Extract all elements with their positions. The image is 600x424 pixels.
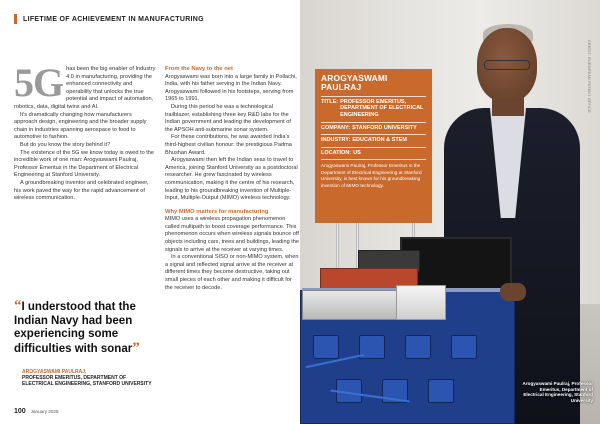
person-glasses: [484, 60, 530, 70]
body-paragraph: In a conventional SISO or non-MIMO system, when a signal and reflected signal arrive at the receiver at different times they become destructive, taking out small pieces of each other and making it difficult for the receiver to decode.: [165, 254, 299, 291]
body-paragraph: MIMO uses a wireless propagation phenomenon called multipath to boost coverage performance. This phenomenon occurs when wireless signals bounce off objects including cars, trees and buildings, leading the signals to arrive at the receiver at varying times.: [165, 216, 300, 253]
intro-paragraph: A groundbreaking inventor and celebrated engineer, his work paved the way for the rapid advancement of wireless communication.: [14, 179, 149, 202]
body-column: [165, 66, 300, 292]
body-paragraph: During this period he was a technological trailblazer, establishing three key R&D labs for the Indian government and leading the development of the APSOH anti-submarine sonar system.: [165, 103, 291, 133]
profile-company-value: STANFORD UNIVERSITY: [352, 124, 417, 131]
card-divider: [321, 134, 426, 135]
card-divider: [321, 159, 426, 160]
body-paragraph: Arogyaswami then left the Indian seas to travel to America, joining Stanford University as a postdoctoral researcher. He grew fascinated by wireless communication, making it the centre of his research, leading to his groundbreaking invention of Multiple-Input, Multiple-Output (MIMO) wireless technology.: [165, 157, 298, 202]
profile-title-label: TITLE:: [321, 98, 339, 105]
profile-industry-value: EDUCATION & STEM: [352, 137, 407, 144]
profile-title-row: [321, 99, 426, 119]
intro-paragraph: has been the big enabler of Industry 4.0 in manufacturing, providing the enhanced connectivity and operability that unlocks the true potential and impact of automation, robotics, data, digital twins and AI.: [14, 66, 156, 110]
photo-caption: Arogyaswami Paulraj, Professor Emeritus, Department of Electrical Engineering, Stanford University: [522, 381, 593, 403]
rack-panel: [313, 335, 339, 359]
photo-credit: CREDIT: EUROPEAN PATENT OFFICE: [587, 40, 591, 113]
profile-industry-label: INDUSTRY:: [321, 137, 351, 144]
subheading-mimo: Why MIMO matters for manufacturing: [165, 208, 269, 215]
pull-quote: [14, 300, 156, 356]
quote-attribution: [22, 369, 152, 388]
equipment-box-silver: [302, 290, 397, 320]
rack-panel: [428, 379, 454, 403]
profile-location-value: US: [353, 149, 361, 156]
body-paragraph: For these contributions, he was awarded India’s third-highest civilian honour: the prestigious Padma Bhushan Award.: [165, 134, 292, 156]
profile-location-label: LOCATION:: [321, 149, 352, 156]
section-header: [14, 12, 294, 26]
body-paragraph: Arogyaswami was born into a large family in Pollachi, India, with his father serving in the Indian Navy. Arogyaswami followed in his footsteps, serving from 1965 to 1991.: [165, 73, 297, 103]
profile-company-row: [321, 125, 426, 132]
intro-column: [14, 60, 156, 203]
section-title: LIFETIME OF ACHIEVEMENT IN MANUFACTURING: [23, 15, 204, 23]
page-footer: [14, 408, 59, 415]
intro-paragraph: The existence of the 5G we know today is owed to the incredible work of one man: Arogyaswami Paulraj, Professor Emeritus in the Department of Electrical Engineering at Stanford University.: [14, 149, 155, 179]
page-number: 100: [14, 408, 26, 415]
profile-description: Arogyaswami Paulraj, Professor Emeritus in the Department of Electrical Engineering at Stanford University, is best known for his groundbreaking invention of MIMO technology.: [321, 163, 422, 188]
quote-close-mark: ”: [132, 339, 140, 356]
profile-name-line2: PAULRAJ: [321, 82, 362, 93]
quote-open-mark: “: [14, 298, 22, 314]
subheading-navy: From the Navy to the net: [165, 66, 233, 72]
card-divider: [321, 122, 426, 123]
intro-paragraph: But do you know the story behind it?: [20, 141, 111, 148]
rack-panel: [451, 335, 477, 359]
person-hand: [500, 283, 526, 301]
profile-company-label: COMPANY:: [321, 124, 351, 131]
header-accent-bar: [14, 14, 17, 24]
profile-card: [315, 69, 432, 223]
intro-paragraph: It’s dramatically changing how manufacturers approach design, engineering and the broader supply chain in industries spanning aerospace to food to automotive to fashion.: [14, 111, 147, 141]
profile-location-row: [321, 150, 426, 157]
pull-quote-text: I understood that the Indian Navy had been experiencing some difficulties with sonar: [14, 301, 136, 355]
attribution-title: PROFESSOR EMERITUS, DEPARTMENT OF ELECTRICAL ENGINEERING, STANFORD UNIVERSITY: [22, 375, 152, 388]
card-divider: [321, 147, 426, 148]
profile-title-value: PROFESSOR EMERITUS, DEPARTMENT OF ELECTRICAL ENGINEERING: [340, 98, 424, 118]
card-divider: [321, 96, 426, 97]
issue-date: January 2025: [30, 409, 59, 414]
profile-name-line1: AROGYASWAMI: [321, 73, 388, 83]
attribution-name: AROGYASWAMI PAULRAJ,: [22, 369, 87, 375]
dropcap: 5G: [14, 60, 64, 105]
profile-industry-row: [321, 137, 426, 144]
equipment-box-white: [396, 285, 446, 320]
rack-panel: [405, 335, 431, 359]
